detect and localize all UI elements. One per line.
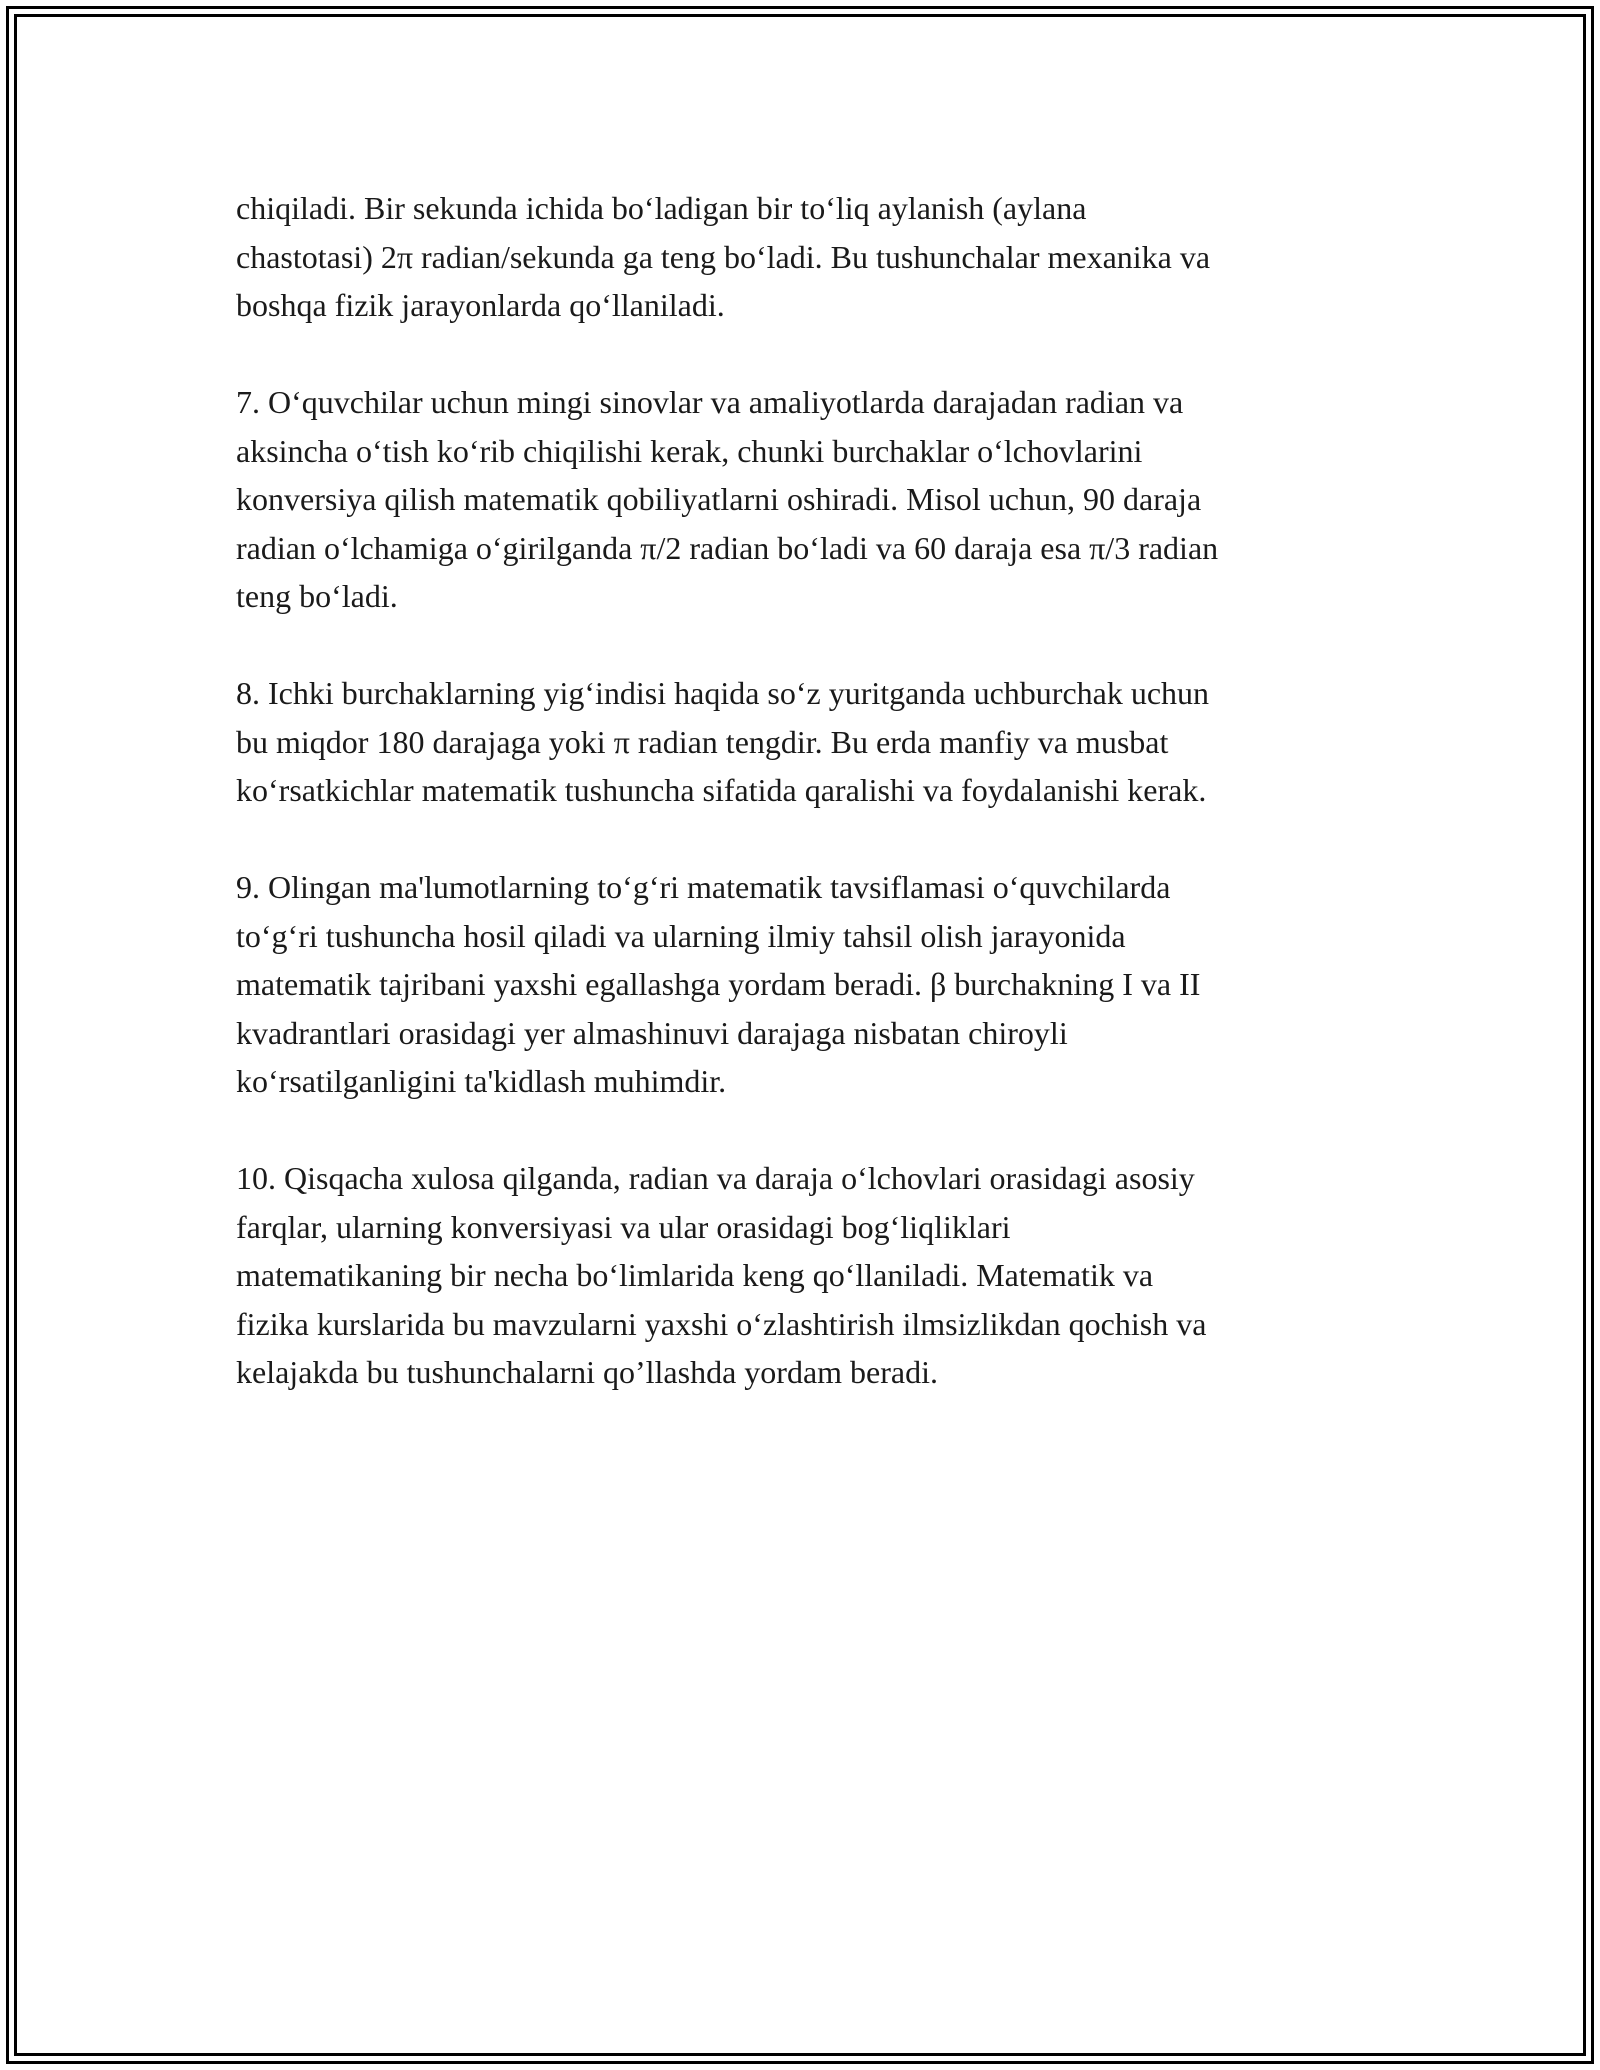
paragraph-7: 7. O‘quvchilar uchun mingi sinovlar va amaliyotlarda darajadan radian va aksincha o‘tish ko‘rib chiqilishi kerak, chunki burchaklar o‘lchovlarini konversiya qilish matematik qobiliyatlarni oshiradi. Misol uchun, 90 daraja radian o‘lchamiga o‘girilganda π/2 radian bo‘ladi va 60 daraja esa π/3 radian teng bo‘ladi. [236, 384, 1219, 614]
document-body [236, 184, 1376, 1445]
paragraph-continuation: chiqiladi. Bir sekunda ichida bo‘ladigan bir to‘liq aylanish (aylana chastotasi) 2π radian/sekunda ga teng bo‘ladi. Bu tushunchalar mexanika va boshqa fizik jarayonlarda qo‘llaniladi. [236, 190, 1211, 323]
paragraph-8: 8. Ichki burchaklarning yig‘indisi haqida so‘z yuritganda uchburchak uchun bu miqdor 180 darajaga yoki π radian tengdir. Bu erda manfiy va musbat ko‘rsatkichlar matematik tushuncha sifatida qaralishi va foydalanishi kerak. [236, 675, 1210, 808]
paragraph-10: 10. Qisqacha xulosa qilganda, radian va daraja o‘lchovlari orasidagi asosiy farqlar, ularning konversiyasi va ular orasidagi bog‘liqliklari matematikaning bir necha bo‘limlarida keng qo‘llaniladi. Matematik va fizika kurslarida bu mavzularni yaxshi o‘zlashtirish ilmsizlikdan qochish va kelajakda bu tushunchalarni qo’llashda yordam beradi. [236, 1160, 1207, 1390]
paragraph-9: 9. Olingan ma'lumotlarning to‘g‘ri matematik tavsiflamasi o‘quvchilarda to‘g‘ri tushuncha hosil qiladi va ularning ilmiy tahsil olish jarayonida matematik tajribani yaxshi egallashga yordam beradi. β burchakning I va II kvadrantlari orasidagi yer almashinuvi darajaga nisbatan chiroyli ko‘rsatilganligini ta'kidlash muhimdir. [236, 869, 1201, 1099]
